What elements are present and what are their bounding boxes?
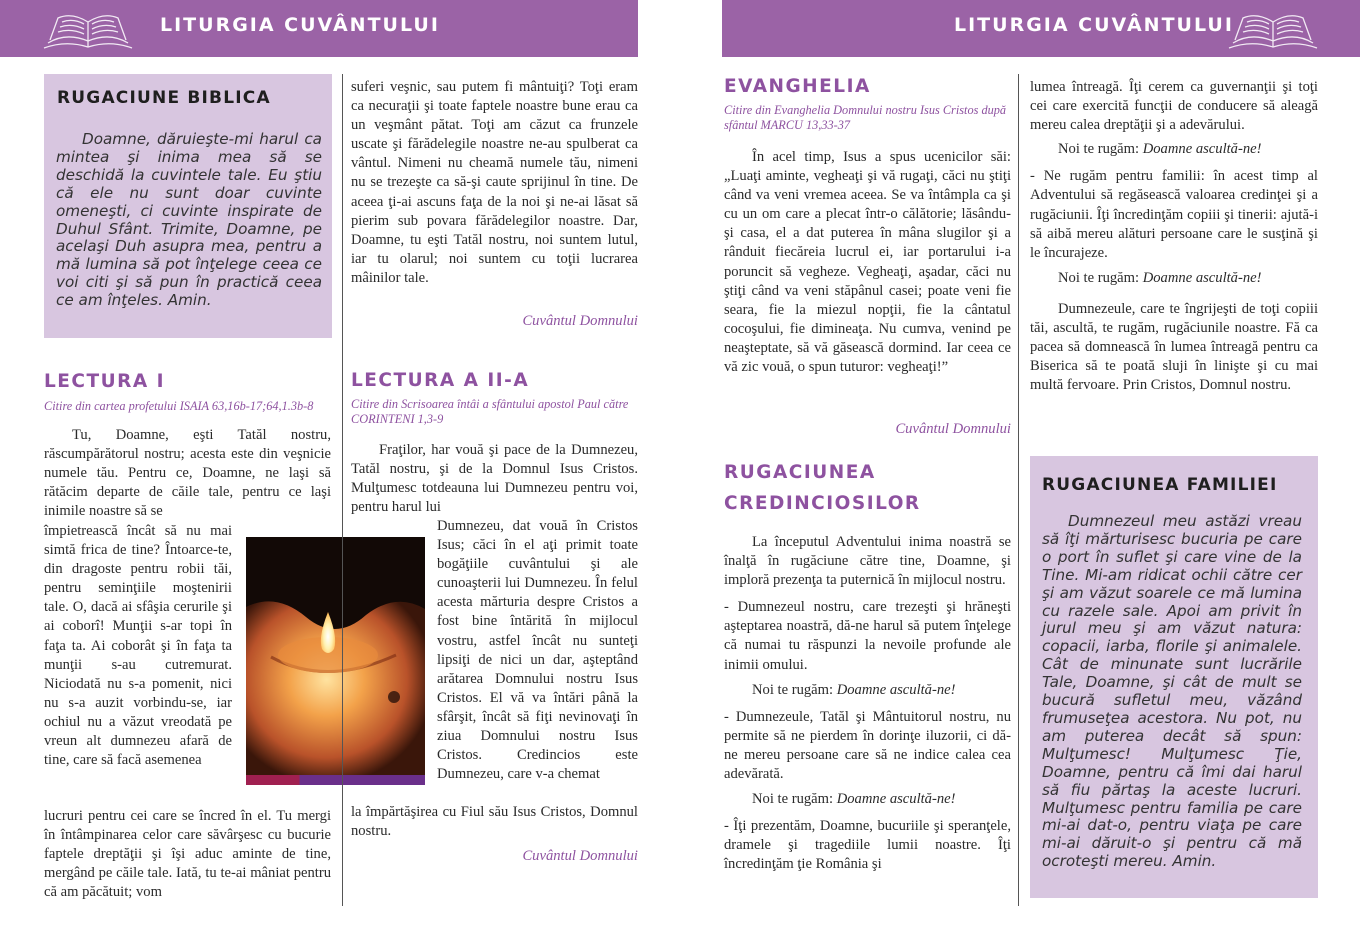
banner-title-right: LITURGIA CUVÂNTULUI	[954, 14, 1234, 36]
lectura-1-continuation: suferi veşnic, sau putem fi mântuiţi? Toţi eram ca necuraţii şi toate faptele noastre bune erau ca un veşmânt pătat. Toţi am căzut ca frunzele uscate şi fărădelegile noastre ne-au spulberat ca vântul. Nimeni nu cheamă numele tău, nimeni nu se trezeşte ca să-şi caute sprijinul în tine. De aceea ţi-ai ascuns faţa de la noi şi ne-ai lăsat să pierim sub povara fărădelegilor noastre. Dar, Doamne, tu eşti Tatăl nostru, noi suntem lutul, iar tu olarul; noi suntem cu toţii lucrarea mâinilor tale.	[351, 79, 638, 286]
faithful-closing-prayer: Dumnezeule, care te îngrijeşti de toţi copiii tăi, ascultă, te rugăm, rugăciunile noastre. Fă ca pacea să domnească în lumea întreagă pentru ca Biserica să te poată sluji în linişte şi cu mai multă fervoare. Prin Cristos, Domnul nostru.	[1030, 300, 1318, 394]
column-divider-right	[1018, 74, 1019, 906]
biblical-prayer-text: Doamne, dăruieşte-mi harul ca mintea şi inima mea să se deschidă la cuvintele tale. Eu ştiu că ele nu sunt doar cuvinte omeneşti, ci cuvinte inspirate de Duhul Sfânt. Trimite, Doamne, pe acelaşi Duh asupra mea, pentru a mă lumina să pot înţelege ceea ce voi citi şi să pun în practică ceea ce am înţeles. Amin.	[56, 130, 322, 310]
faithful-response-1	[724, 681, 1011, 700]
faithful-intro: La începutul Adventului inima noastră se înalţă în rugăciune către tine, Doamne, şi imploră prezenţa ta puternică în mijlocul nostru.	[724, 534, 1011, 589]
lectura-2-text-top	[351, 441, 638, 517]
faithful-response-3	[1030, 140, 1318, 159]
page-gutter	[640, 0, 722, 948]
response-prefix: Noi te rugăm:	[1058, 141, 1143, 158]
header-banner-left	[0, 0, 638, 57]
faithful-title-line1: RUGACIUNEA	[724, 462, 876, 483]
candle-color-strip	[246, 775, 425, 785]
candle-image	[246, 537, 425, 785]
gospel-reference: Citire din Evanghelia Domnului nostru Isus Cristos după sfântul MARCU 13,33-37	[724, 103, 1007, 132]
family-prayer-title: RUGACIUNEA FAMILIEI	[1042, 475, 1278, 495]
column-4-text	[1030, 78, 1318, 395]
open-book-icon	[1225, 10, 1321, 52]
candle-illustration	[246, 537, 425, 785]
lectura-1-reference: Citire din cartea profetului ISAIA 63,16b-17;64,1.3b-8	[44, 399, 314, 413]
lectura-1-paragraph: Tu, Doamne, eşti Tatăl nostru, răscumpărătorul nostru; acesta este din veşnicie numele tău. Pentru ce, Doamne, ne laşi să rătăcim departe de căile tale, pentru ce laşi inimile noastre să se	[44, 427, 331, 520]
lectura-2-reference: Citire din Scrisoarea întâi a sfântului apostol Paul către CORINTENI 1,3-9	[351, 397, 629, 426]
response-prefix: Noi te rugăm:	[752, 681, 837, 698]
faithful-intention-1: - Dumnezeul nostru, care trezeşti şi hrăneşti aşteptarea noastră, dă-ne harul să putem înţelege că numai tu răspunzi la nevoile profunde ale inimii omului.	[724, 599, 1011, 673]
gospel-text	[724, 148, 1011, 377]
lectura-2-text-wrap	[437, 517, 638, 784]
family-prayer-box	[1030, 456, 1318, 898]
response-prefix: Noi te rugăm:	[752, 791, 837, 808]
biblical-prayer-box	[44, 74, 332, 338]
faithful-response-4	[1030, 269, 1318, 288]
response-text: Doamne ascultă-ne!	[1142, 269, 1262, 286]
response-prefix: Noi te rugăm:	[1058, 269, 1143, 286]
header-banner-right	[722, 0, 1360, 57]
faithful-intention-3-continuation: lumea întreagă. Îţi cerem ca guvernanţii şi toţi cei care exercită funcţii de conducere să aleagă mereu calea dreptăţii şi a adevărului.	[1030, 79, 1318, 134]
right-page	[722, 0, 1360, 948]
column-2-continuation	[351, 78, 638, 288]
column-divider-left	[342, 74, 343, 906]
lectura-1-paragraph-bottom: lucruri pentru cei care se încred în el. Tu mergi în întâmpinarea celor care săvârşesc cu bucurie faptele dreptăţii şi îşi aduc aminte de tine, mergând pe căile tale. Iată, tu te-ai mâniat pentru că am păcătuit; vom	[44, 808, 331, 901]
banner-title: LITURGIA CUVÂNTULUI	[160, 14, 440, 36]
response-text: Doamne ascultă-ne!	[1142, 141, 1262, 158]
faithful-text	[724, 533, 1011, 875]
signature-lectura-2: Cuvântul Domnului	[522, 848, 638, 864]
gospel-title: EVANGHELIA	[724, 76, 871, 97]
lectura-1-paragraph-wrap: împietrească încât să nu mai simtă frica de tine? Întoarce-te, din dragoste pentru robii tăi, pentru seminţiile moştenirii tale. O, dacă ai sfâşia cerurile şi ai coborî! Munţii s-ar topi în faţa ta. Ai coborât şi în faţa ta munţii s-au cutremurat. Niciodată nu s-a pomenit, nici nu s-a auzit vorbindu-se, iar ochiul nu a văzut vreodată pe vreun alt dumnezeu afară de tine, care să facă asemenea	[44, 523, 232, 769]
open-book-icon	[40, 10, 136, 52]
lectura-1-text-top	[44, 426, 331, 521]
faithful-intention-3: - Îţi prezentăm, Doamne, bucuriile şi speranţele, dramele şi tragediile lumii noastre. Îţi încredinţăm ţie România şi	[724, 818, 1011, 873]
faithful-title-line2: CREDINCIOSILOR	[724, 493, 921, 514]
faithful-intention-4: - Ne rugăm pentru familii: în acest timp al Adventului să regăsească valoarea credinţei şi a rugăciunii. Îţi încredinţăm copiii şi tinerii: ajută-i să aibă mereu alături persoane care le susţină şi le încurajeze.	[1030, 168, 1318, 261]
lectura-1-title: LECTURA I	[44, 371, 166, 392]
response-text: Doamne ascultă-ne!	[836, 791, 956, 808]
lectura-2-text-bottom	[351, 803, 638, 841]
lectura-2-title: LECTURA A II-A	[351, 370, 530, 391]
response-text: Doamne ascultă-ne!	[836, 681, 956, 698]
faithful-response-2	[724, 790, 1011, 809]
faithful-intention-2: - Dumnezeule, Tatăl şi Mântuitorul nostru, nu permite să ne pierdem în dorinţe iluzorii, ci dă-ne mereu persoane care să ne indice calea cea adevărată.	[724, 708, 1011, 783]
signature-gospel: Cuvântul Domnului	[895, 421, 1011, 437]
lectura-2-paragraph-bottom: la împărtăşirea cu Fiul său Isus Cristos, Domnul nostru.	[351, 804, 638, 840]
left-page	[0, 0, 640, 948]
gospel-paragraph: În acel timp, Isus a spus ucenicilor săi: „Luaţi aminte, vegheaţi şi vă rugaţi, căci nu ştiţi când va veni vremea aceea. Se va întâmpla ca şi cu un om care a plecat într-o călătorie; lăsându-şi casa, el a dat puterea în mâna slugilor şi a rânduit fiecăreia lucrul ei, iar portarului i-a poruncit să vegheze. Vegheaţi, aşadar, căci nu ştiţi când va veni stăpânul casei; poate veni fie seara, fie la miezul nopţii, fie la cântatul cocoşului, fie dimineaţa. Nu cumva, venind pe neaşteptate, să vă găsească dormind. Iar ceea ce vă zic vouă, o spun tuturor: vegheaţi!”	[724, 149, 1011, 376]
family-prayer-text: Dumnezeul meu astăzi vreau să îţi mărturisesc bucuria pe care o port în suflet şi care vine de la Tine. Mi-am ridicat ochii către cer şi am văzut soarele ce mă lumina cu razele sale. Apoi am privit în jurul meu şi am văzut natura: copacii, iarba, florile şi animalele. Cât de minunate sunt lucrările Tale, Doamne, şi cât de mult se bucură sufletul meu, văzând frumuseţea acestora. Nu pot, nu am puterea decât să spun: Mulţumesc! Mulţumesc Ţie, Doamne, pentru că îmi dai harul să fiu părtaş la aceste lucruri. Mulţumesc pentru familia pe care mi-ai dat-o, pentru viaţa pe care mi-ai dăruit-o şi pentru că mă ocroteşti mereu. Amin.	[1042, 512, 1302, 871]
lectura-2-paragraph-wrap: Dumnezeu, dat vouă în Cristos Isus; căci în el aţi primit toate bogăţiile cuvântului şi ale cunoaşterii lui Dumnezeu. În felul acesta mărturia despre Cristos a fost bine întărită în mijlocul vostru, astfel încât nu sunteţi lipsiţi de nici un dar, aşteptând arătarea Domnului nostru Isus Cristos. El vă va întări până la sfârşit, încât să fiţi nevinovaţi în ziua Domnului nostru Isus Cristos. Credincios este Dumnezeu, care v-a chemat	[437, 518, 638, 783]
lectura-2-paragraph: Fraţilor, har vouă şi pace de la Dumnezeu, Tatăl nostru, şi de la Domnul Isus Cristos. Mulţumesc totdeauna lui Dumnezeu pentru voi, pentru harul lui	[351, 442, 638, 516]
signature-lectura-1: Cuvântul Domnului	[522, 313, 638, 329]
lectura-1-text-bottom	[44, 807, 331, 902]
lectura-1-text-wrap	[44, 522, 232, 770]
biblical-prayer-title: RUGACIUNE BIBLICA	[57, 88, 271, 108]
